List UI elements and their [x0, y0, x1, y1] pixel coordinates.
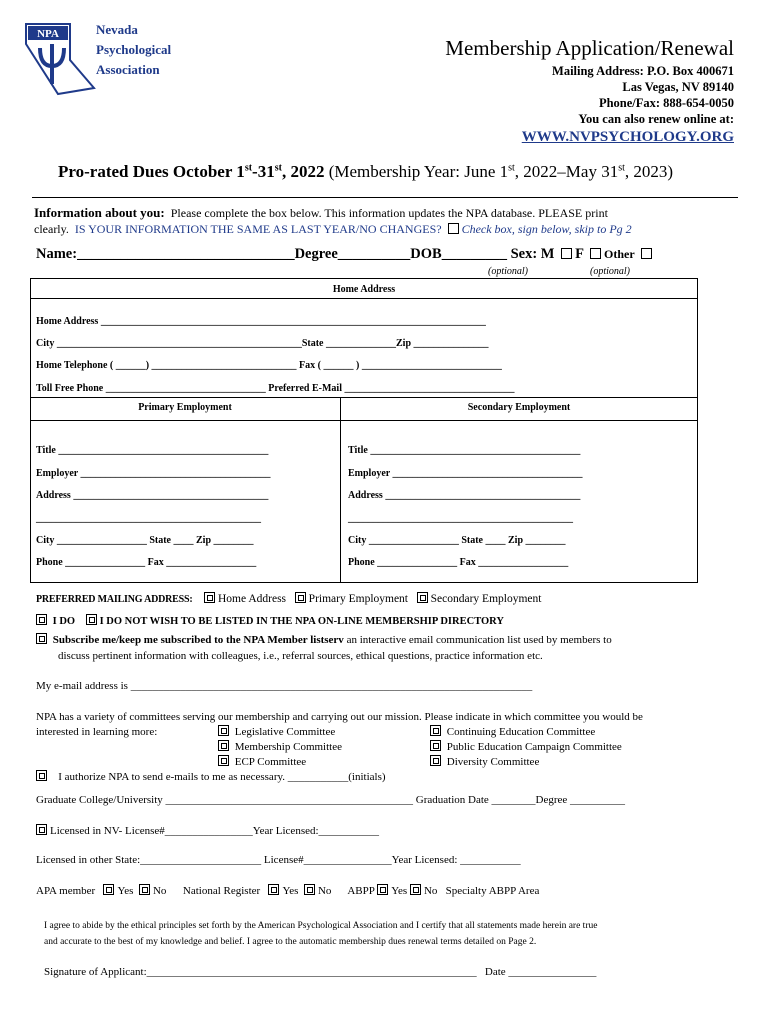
- licensed-other-field[interactable]: Licensed in other State:______________________ License#________________Year Licensed: ___________: [36, 854, 521, 866]
- primary-address-field[interactable]: Address _______________________________________: [36, 490, 269, 501]
- agreement-line2: and accurate to the best of my knowledge and belief. I agree to the automatic membership dues renewal terms detailed on Page 2.: [44, 937, 537, 947]
- logo-line1: Nevada: [96, 22, 138, 37]
- directory-ido-label: I DO: [52, 616, 76, 627]
- nevada-state-logo-icon: [24, 18, 96, 96]
- listserv-line2: discuss pertinent information with colleagues, i.e., referral sources, ethical questions, practice information etc.: [58, 650, 543, 662]
- membership-checkbox[interactable]: [218, 740, 229, 751]
- city-state-zip-field[interactable]: City _________________________________________________State ______________Zip _______________: [36, 338, 489, 349]
- mailing-city: Las Vegas, NV 89140: [622, 80, 734, 94]
- secondary-address-line2[interactable]: _____________________________________________: [348, 513, 573, 524]
- natreg-no-checkbox[interactable]: [304, 884, 315, 895]
- secondary-address-field[interactable]: Address _______________________________________: [348, 490, 581, 501]
- ecp-checkbox[interactable]: [218, 755, 229, 766]
- npa-abbr: NPA: [37, 28, 59, 40]
- info-text1: Please complete the box below. This information updates the NPA database. PLEASE print: [170, 206, 608, 220]
- website-link[interactable]: WWW.NVPSYCHOLOGY.ORG: [521, 129, 734, 145]
- home-address-heading: Home Address: [332, 284, 396, 295]
- specialty-abpp-label: Specialty ABPP Area: [445, 885, 540, 897]
- secondary-employer-field[interactable]: Employer ______________________________________: [348, 468, 583, 479]
- toll-free-email-field[interactable]: Toll Free Phone ________________________________ Preferred E-Mail __________________________________: [36, 383, 515, 394]
- abpp-no-checkbox[interactable]: [410, 884, 421, 895]
- primary-employment-heading: Primary Employment: [138, 402, 232, 413]
- same-as-last-year: IS YOUR INFORMATION THE SAME AS LAST YEAR/NO CHANGES?: [74, 222, 442, 236]
- sex-other-checkbox[interactable]: [641, 248, 652, 259]
- diversity-checkbox[interactable]: [430, 755, 441, 766]
- natreg-yes-checkbox[interactable]: [268, 884, 279, 895]
- secondary-title-field[interactable]: Title __________________________________________: [348, 445, 581, 456]
- mailing-address: Mailing Address: P.O. Box 400671: [552, 64, 734, 78]
- no-changes-checkbox[interactable]: [448, 223, 459, 234]
- listserv-checkbox[interactable]: [36, 633, 47, 644]
- agreement-line1: I agree to abide by the ethical principles set forth by the American Psychological Association and I certify that all statements made herein are true: [44, 921, 598, 931]
- home-telephone-field[interactable]: Home Telephone ( ______) _____________________________ Fax ( ______ ) ____________________________: [36, 360, 502, 371]
- natreg-label: National Register: [182, 885, 261, 897]
- dues-line: Pro-rated Dues October 1st-31st, 2022 (Membership Year: June 1st, 2022–May 31st, 2023): [58, 162, 674, 181]
- sex-f-label: F: [575, 246, 584, 262]
- degree-field[interactable]: Degree__________: [294, 246, 411, 262]
- sex-f-checkbox[interactable]: [590, 248, 601, 259]
- primary-title-field[interactable]: Title __________________________________________: [36, 445, 269, 456]
- date-field[interactable]: Date ________________: [484, 966, 597, 978]
- name-field[interactable]: Name:______________________________: [36, 246, 295, 262]
- home-address-field[interactable]: Home Address _____________________________________________________________________________: [36, 316, 486, 327]
- pref-primary-checkbox[interactable]: [295, 592, 306, 603]
- primary-phone-field[interactable]: Phone ________________ Fax __________________: [36, 557, 257, 568]
- apa-yes-label: Yes: [117, 885, 134, 897]
- primary-address-line2[interactable]: _____________________________________________: [36, 513, 261, 524]
- email-field[interactable]: My e-mail address is _________________________________________________________________________: [36, 680, 533, 692]
- authorize-checkbox[interactable]: [36, 770, 47, 781]
- logo-line2: Psychological: [96, 42, 172, 57]
- diversity-label: Diversity Committee: [446, 756, 540, 768]
- committees-intro2: interested in learning more:: [36, 726, 158, 738]
- sex-label: Sex: M: [510, 246, 555, 262]
- logo-line3: Association: [96, 62, 160, 77]
- graduate-field[interactable]: Graduate College/University _____________________________________________ Graduation Date ________Degree __________: [36, 794, 626, 806]
- apa-no-checkbox[interactable]: [139, 884, 150, 895]
- licensed-nv-field[interactable]: Licensed in NV- License#________________Year Licensed:___________: [50, 825, 380, 837]
- abpp-yes-label: Yes: [391, 885, 408, 897]
- apa-label: APA member: [36, 885, 96, 897]
- directory-ido-checkbox[interactable]: [36, 614, 47, 625]
- natreg-yes-label: Yes: [282, 885, 299, 897]
- apa-yes-checkbox[interactable]: [103, 884, 114, 895]
- sex-other-label: Other: [604, 247, 635, 261]
- public-ed-checkbox[interactable]: [430, 740, 441, 751]
- page-title: Membership Application/Renewal: [445, 36, 734, 60]
- secondary-phone-field[interactable]: Phone ________________ Fax __________________: [348, 557, 569, 568]
- committees-intro1: NPA has a variety of committees serving our membership and carrying out our mission. Please indicate in which committee you would be: [36, 711, 643, 723]
- membership-label: Membership Committee: [234, 741, 342, 753]
- licensed-nv-checkbox[interactable]: [36, 824, 47, 835]
- ecp-label: ECP Committee: [234, 756, 307, 768]
- phone-fax: Phone/Fax: 888-654-0050: [598, 96, 734, 110]
- natreg-no-label: No: [317, 885, 332, 897]
- secondary-city-field[interactable]: City __________________ State ____ Zip ________: [348, 535, 566, 546]
- dob-field[interactable]: DOB_________: [410, 246, 507, 262]
- check-box-note: Check box, sign below, skip to Pg 2: [461, 222, 632, 236]
- pref-secondary-label: Secondary Employment: [430, 593, 542, 605]
- info-text2: clearly.: [34, 222, 69, 236]
- ce-label: Continuing Education Committee: [446, 726, 596, 738]
- dob-optional: (optional): [488, 266, 528, 277]
- legislative-label: Legislative Committee: [234, 726, 336, 738]
- pref-home-label: Home Address: [218, 593, 287, 605]
- legislative-checkbox[interactable]: [218, 725, 229, 736]
- signature-field[interactable]: Signature of Applicant:____________________________________________________________: [44, 966, 477, 978]
- pref-primary-label: Primary Employment: [308, 593, 409, 605]
- listserv-label: Subscribe me/keep me subscribed to the NPA Member listserv: [52, 634, 344, 646]
- info-label: Information about you:: [34, 205, 165, 220]
- preferred-mailing-label: PREFERRED MAILING ADDRESS:: [36, 594, 193, 605]
- listserv-rest: an interactive email communication list used by members to: [343, 634, 612, 646]
- abpp-label: ABPP: [347, 885, 375, 897]
- apa-no-label: No: [152, 885, 167, 897]
- public-ed-label: Public Education Campaign Committee: [446, 741, 622, 753]
- pref-home-checkbox[interactable]: [204, 592, 215, 603]
- ce-checkbox[interactable]: [430, 725, 441, 736]
- sex-m-checkbox[interactable]: [561, 248, 572, 259]
- primary-city-field[interactable]: City __________________ State ____ Zip ________: [36, 535, 254, 546]
- directory-idonot-label: I DO NOT WISH TO BE LISTED IN THE NPA ON-LINE MEMBERSHIP DIRECTORY: [99, 616, 504, 627]
- abpp-no-label: No: [423, 885, 438, 897]
- pref-secondary-checkbox[interactable]: [417, 592, 428, 603]
- primary-employer-field[interactable]: Employer ______________________________________: [36, 468, 271, 479]
- authorize-label[interactable]: I authorize NPA to send e-mails to me as necessary. ___________(initials): [58, 771, 386, 783]
- sex-optional: (optional): [590, 266, 630, 277]
- npa-logo: [24, 18, 174, 96]
- secondary-employment-heading: Secondary Employment: [467, 402, 571, 413]
- abpp-yes-checkbox[interactable]: [377, 884, 388, 895]
- directory-idonot-checkbox[interactable]: [86, 614, 97, 625]
- renew-online: You can also renew online at:: [578, 112, 734, 126]
